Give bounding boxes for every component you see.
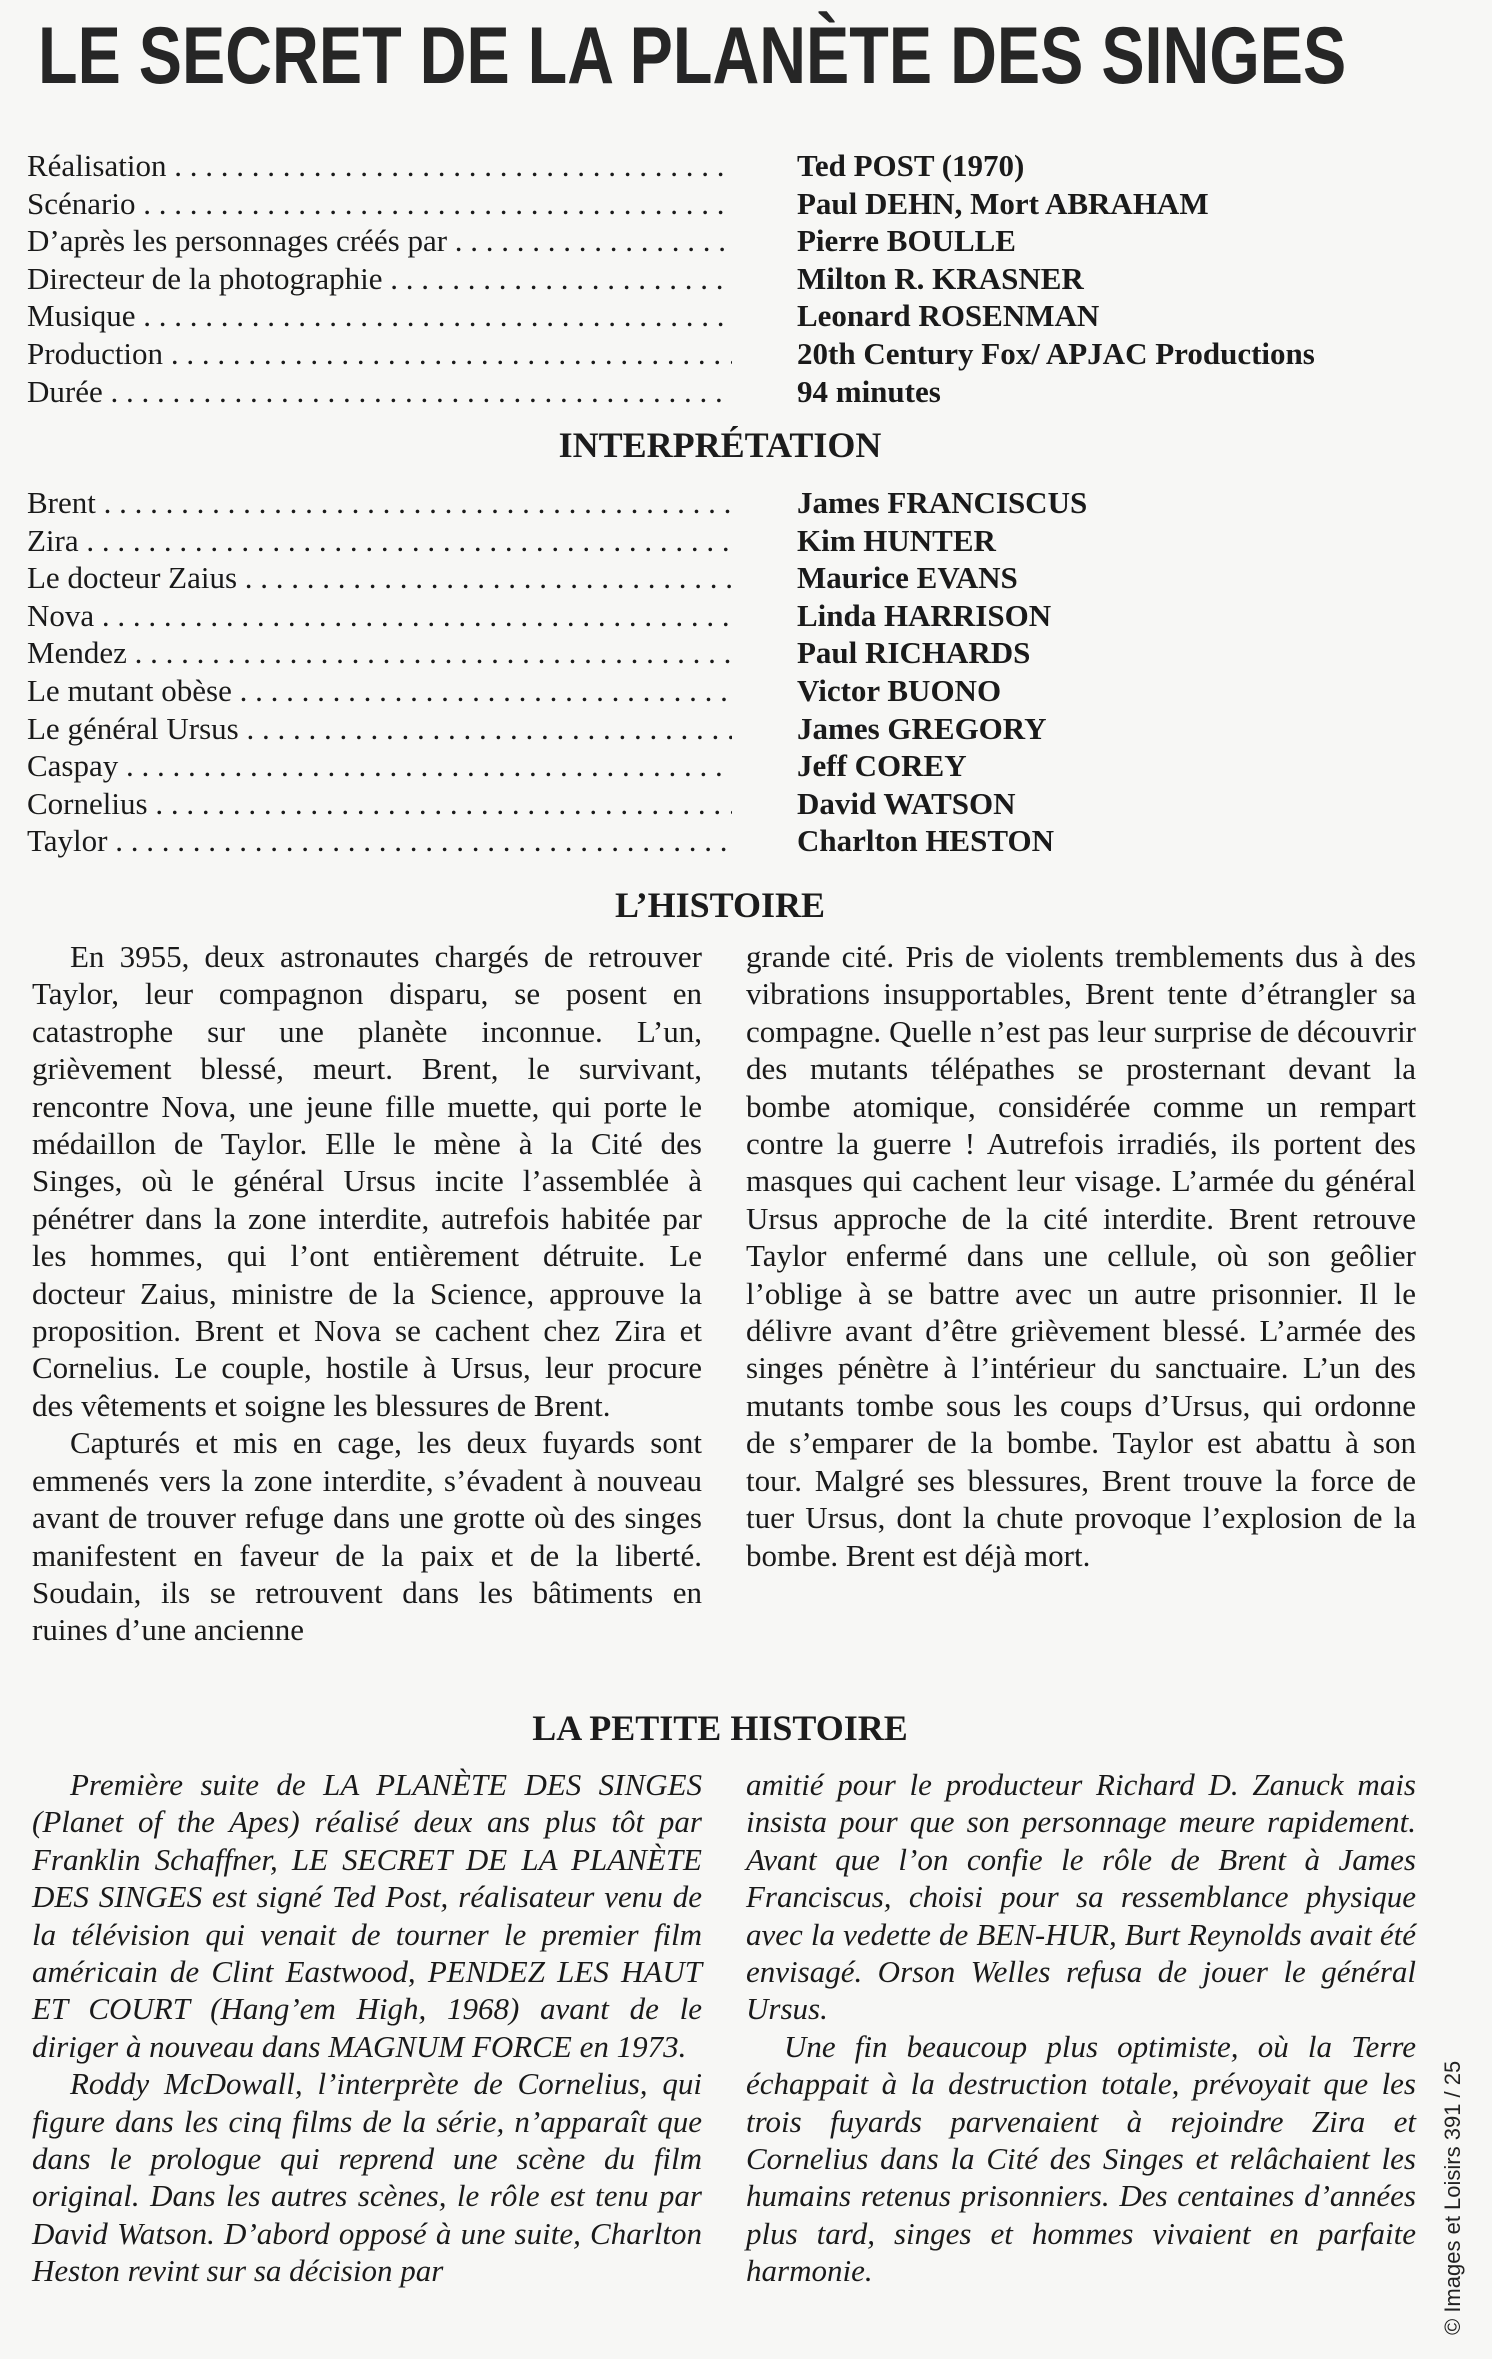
- cast-role: Taylor . . .: [27, 822, 732, 860]
- copyright-text: © Images et Loisirs 391 / 25: [1440, 2060, 1465, 2335]
- cast-name: Paul RICHARDS: [797, 635, 1031, 671]
- petite-paragraph: Roddy McDowall, l’interprète de Cornelius, qui figure dans les cinq films de la série, n’apparaît que dans le prologue qui reprend une scène du film original. Dans les autres scènes, le rôle est tenu par David Watson. D’abord opposé à une suite, Charlton Heston revint sur sa décision par: [32, 2066, 702, 2289]
- cast-role: Cornelius . . .: [27, 785, 732, 823]
- cast-list: [27, 484, 1447, 860]
- credit-role: Directeur de la photographie . . .: [27, 260, 732, 298]
- cast-name: Charlton HESTON: [797, 823, 1054, 859]
- credit-row: [27, 373, 1447, 411]
- cast-name: James GREGORY: [797, 710, 1047, 746]
- cast-row: [27, 559, 1447, 597]
- cast-name: Linda HARRISON: [797, 597, 1052, 633]
- cast-role: Mendez . . .: [27, 634, 732, 672]
- credit-name: Pierre BOULLE: [797, 223, 1016, 259]
- cast-name: Kim HUNTER: [797, 522, 996, 558]
- credit-role: Scénario . . .: [27, 185, 732, 223]
- cast-row: [27, 634, 1447, 672]
- credit-row: [27, 147, 1447, 185]
- petite-paragraph: Première suite de LA PLANÈTE DES SINGES (Planet of the Apes) réalisé deux ans plus tôt par Franklin Schaffner, LE SECRET DE LA PLANÈTE DES SINGES est signé Ted Post, réalisateur venu de la télévision qui venait de tourner le premier film américain de Clint Eastwood, PENDEZ LES HAUT ET COURT (Hang’em High, 1968) avant de le diriger à nouveau dans MAGNUM FORCE en 1973.: [32, 1767, 702, 2064]
- credit-row: [27, 185, 1447, 223]
- histoire-left-column: [32, 938, 702, 1649]
- cast-role: Zira . . .: [27, 522, 732, 560]
- cast-row: [27, 672, 1447, 710]
- cast-row: [27, 597, 1447, 635]
- credits-list: [27, 147, 1447, 410]
- credit-name: 20th Century Fox/ APJAC Productions: [797, 335, 1315, 371]
- credit-role: Réalisation . . .: [27, 147, 732, 185]
- cast-role: Caspay . . .: [27, 747, 732, 785]
- petite-left-column: [32, 1766, 702, 2290]
- cast-name: James FRANCISCUS: [797, 485, 1088, 520]
- cast-name: Maurice EVANS: [797, 560, 1018, 596]
- credit-name: Milton R. KRASNER: [797, 260, 1084, 296]
- histoire-paragraph: En 3955, deux astronautes chargés de retrouver Taylor, leur compagnon disparu, se posent en catastrophe sur une planète inconnue. L’un, grièvement blessé, meurt. Brent, le survivant, rencontre Nova, une jeune fille muette, qui porte le médaillon de Taylor. Elle le mène à la Cité des Singes, où le général Ursus incite l’assemblée à pénétrer dans la zone interdite, autrefois habitée par les hommes, qui l’ont entièrement détruite. Le docteur Zaius, ministre de la Science, approuve la proposition. Brent et Nova se cachent chez Zira et Cornelius. Le couple, hostile à Ursus, leur procure des vêtements et soigne les blessures de Brent.: [32, 939, 702, 1423]
- cast-name: Victor BUONO: [797, 672, 1002, 708]
- cast-role: Nova . . .: [27, 597, 732, 635]
- cast-name: David WATSON: [797, 785, 1016, 821]
- credit-name: 94 minutes: [797, 373, 941, 409]
- credit-row: [27, 222, 1447, 260]
- credit-role: Production . . .: [27, 335, 732, 373]
- credit-role: D’après les personnages créés par . . .: [27, 222, 732, 260]
- credit-row: [27, 260, 1447, 298]
- credit-row: [27, 297, 1447, 335]
- histoire-heading: L’HISTOIRE: [614, 885, 826, 925]
- histoire-paragraph: Capturés et mis en cage, les deux fuyards sont emmenés vers la zone interdite, s’évadent à nouveau avant de trouver refuge dans une grotte où des singes manifestent en faveur de la paix et de la liberté. Soudain, ils se retrouvent dans les bâtiments en ruines d’une ancienne: [32, 1425, 702, 1648]
- cast-row: [27, 522, 1447, 560]
- cast-row: [27, 785, 1447, 823]
- credit-row: [27, 335, 1447, 373]
- interpretation-heading: INTERPRÉTATION: [558, 425, 882, 465]
- cast-role: Brent . . .: [27, 484, 732, 522]
- credit-name: Leonard ROSENMAN: [797, 298, 1100, 334]
- cast-row: [27, 747, 1447, 785]
- cast-row: [27, 822, 1447, 860]
- credit-name: Ted POST (1970): [797, 148, 1025, 183]
- page-title: LE SECRET DE LA PLANÈTE DES SINGES: [38, 11, 1347, 101]
- petite-paragraph: amitié pour le producteur Richard D. Zanuck mais insista pour que son personnage meure rapidement. Avant que l’on confie le rôle de Brent à James Franciscus, choisi pour sa ressemblance physique avec la vedette de BEN-HUR, Burt Reynolds avait été envisagé. Orson Welles refusa de jouer le général Ursus.: [746, 1767, 1416, 2027]
- credit-role: Musique . . .: [27, 297, 732, 335]
- cast-role: Le docteur Zaius . . .: [27, 559, 732, 597]
- cast-role: Le général Ursus . . .: [27, 710, 732, 748]
- histoire-right-column: [746, 938, 1416, 1574]
- petite-right-column: [746, 1766, 1416, 2290]
- cast-role: Le mutant obèse . . .: [27, 672, 732, 710]
- cast-row: [27, 710, 1447, 748]
- petite-paragraph: Une fin beaucoup plus optimiste, où la Terre échappait à la destruction totale, prévoyait que les trois fuyards parvenaient à rejoindre Zira et Cornelius dans la Cité des Singes et relâchaient les humains retenus prisonniers. Des centaines d’années plus tard, singes et hommes vivaient en parfaite harmonie.: [746, 2028, 1416, 2289]
- petite-histoire-heading: LA PETITE HISTOIRE: [532, 1708, 908, 1748]
- credit-name: Paul DEHN, Mort ABRAHAM: [797, 185, 1209, 221]
- cast-row: [27, 484, 1447, 522]
- cast-name: Jeff COREY: [797, 748, 967, 784]
- credit-role: Durée . . .: [27, 373, 732, 411]
- histoire-paragraph: grande cité. Pris de violents tremblements dus à des vibrations insupportables, Brent tente d’étrangler sa compagne. Quelle n’est pas leur surprise de découvrir des mutants télépathes se prosternant devant la bombe atomique, considérée comme un rempart contre la guerre ! Autrefois irradiés, ils portent des masques qui cachent leur visage. L’armée du général Ursus approche de la cité interdite. Brent retrouve Taylor enfermé dans une cellule, où son geôlier l’oblige à se battre avec un autre prisonnier. Il le délivre avant d’être grièvement blessé. L’armée des singes pénètre à l’intérieur du sanctuaire. L’un des mutants tombe sous les coups d’Ursus, qui ordonne de s’emparer de la bombe. Taylor est abattu à son tour. Malgré ses blessures, Brent trouve la force de tuer Ursus, dont la chute provoque l’explosion de la bombe. Brent est déjà mort.: [746, 939, 1416, 1573]
